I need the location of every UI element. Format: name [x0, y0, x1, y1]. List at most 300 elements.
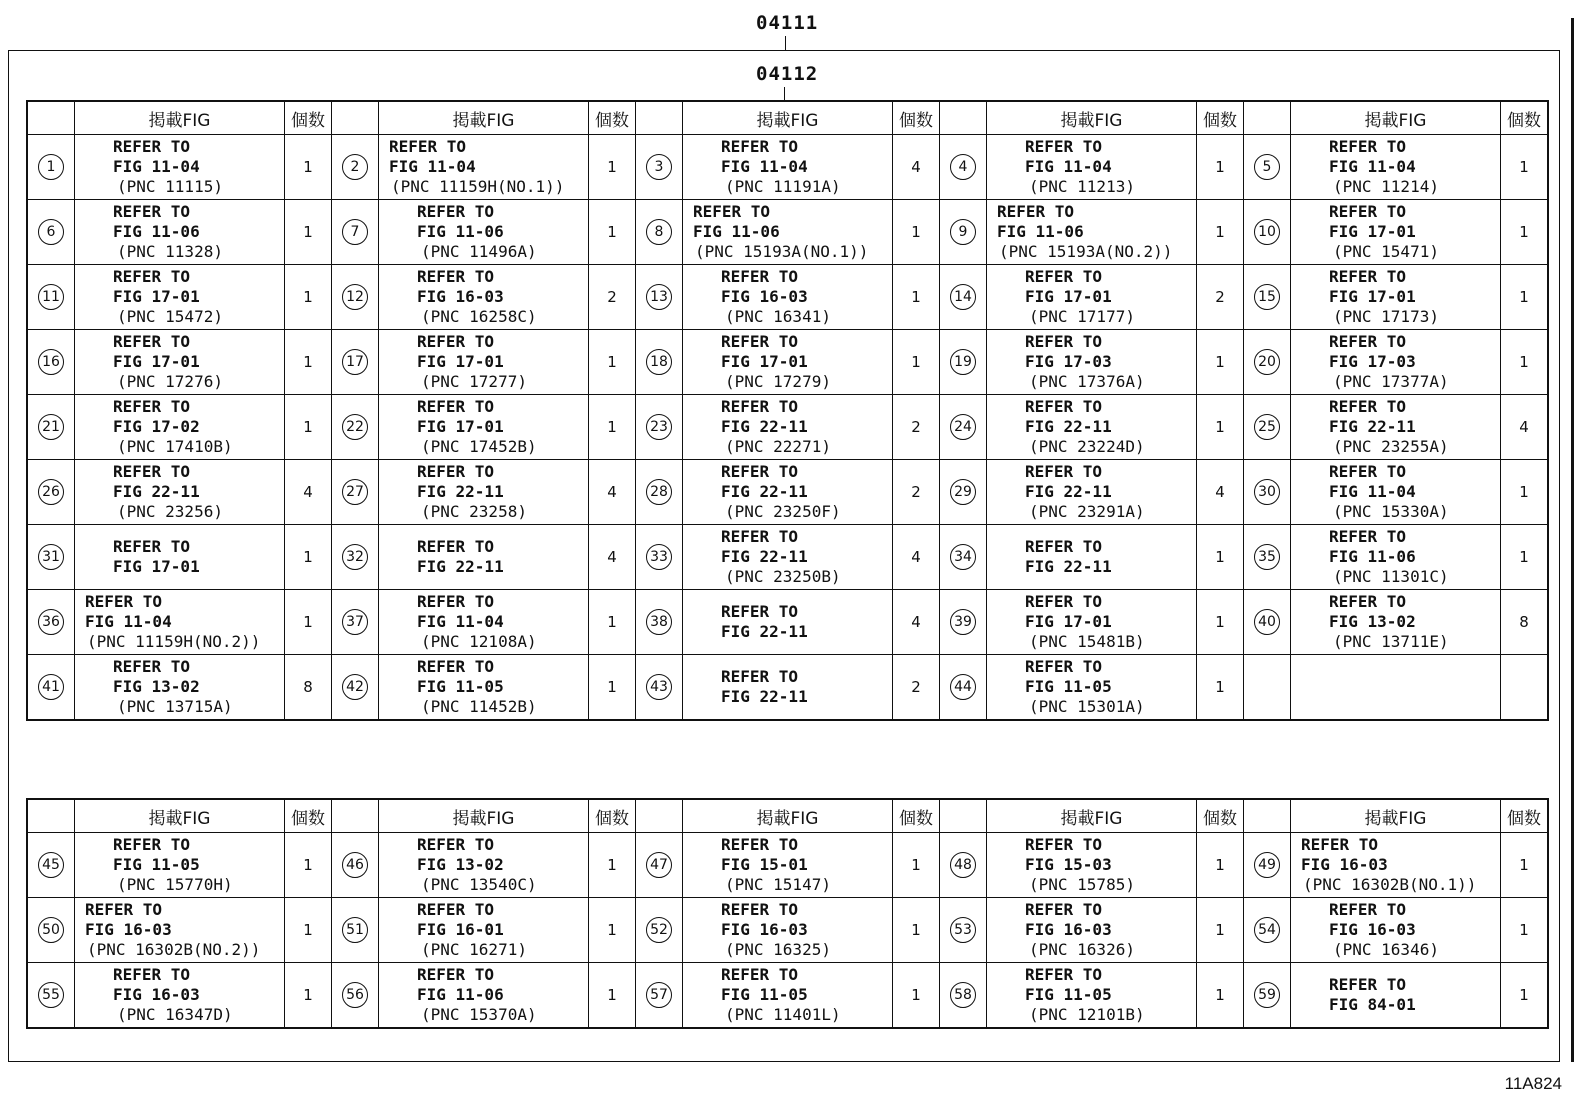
item-number-cell	[332, 655, 379, 721]
refer-to-text: REFER TO	[113, 537, 191, 556]
part-number-code: (PNC 15370A)	[421, 1005, 537, 1024]
quantity-cell: 1	[589, 833, 636, 898]
refer-to-text: REFER TO	[417, 900, 495, 919]
figure-reference-cell	[683, 833, 893, 898]
figure-reference-cell	[683, 265, 893, 330]
outer-assembly-code: 04111	[756, 12, 819, 34]
item-number-cell	[636, 330, 683, 395]
header-figure: 掲載FIG	[987, 799, 1197, 833]
quantity-cell: 1	[589, 898, 636, 963]
quantity-cell: 1	[893, 963, 940, 1029]
header-blank	[1244, 799, 1291, 833]
item-number-cell	[332, 590, 379, 655]
reference-table-top	[26, 100, 1549, 721]
item-number-badge: 31	[38, 544, 64, 570]
item-number-badge: 33	[646, 544, 672, 570]
refer-to-text: REFER TO	[417, 835, 495, 854]
figure-reference	[1291, 592, 1500, 652]
quantity-cell: 1	[1197, 330, 1244, 395]
refer-to-text: REFER TO	[1025, 965, 1103, 984]
refer-to-text: REFER TO	[417, 267, 495, 286]
quantity-cell: 1	[1197, 135, 1244, 200]
refer-to-text: REFER TO	[721, 332, 799, 351]
item-number-cell	[940, 460, 987, 525]
item-number-cell	[332, 395, 379, 460]
figure-reference	[987, 267, 1196, 327]
figure-reference-cell	[75, 898, 285, 963]
item-number-cell	[27, 655, 75, 721]
table-row	[27, 833, 1548, 898]
figure-reference	[987, 592, 1196, 652]
quantity-cell: 1	[285, 898, 332, 963]
item-number-badge: 37	[342, 609, 368, 635]
quantity-cell: 1	[1501, 460, 1549, 525]
item-number-badge: 51	[342, 917, 368, 943]
table-row	[27, 200, 1548, 265]
part-number-code: (PNC 15301A)	[1029, 697, 1145, 716]
refer-to-text: REFER TO	[417, 202, 495, 221]
refer-to-text: REFER TO	[1329, 462, 1407, 481]
quantity-cell: 1	[1501, 135, 1549, 200]
part-number-code: (PNC 23224D)	[1029, 437, 1145, 456]
item-number-cell	[332, 833, 379, 898]
table-row	[27, 590, 1548, 655]
refer-to-text: REFER TO	[721, 900, 799, 919]
figure-reference-cell	[1291, 898, 1501, 963]
part-number-code: (PNC 16302B(NO.1))	[1303, 875, 1477, 894]
part-number-code: (PNC 15471)	[1333, 242, 1439, 261]
item-number-badge: 2	[342, 154, 368, 180]
figure-reference	[683, 137, 892, 197]
figure-reference-cell	[379, 590, 589, 655]
figure-number: FIG 11-06	[113, 222, 200, 241]
figure-reference	[1291, 462, 1500, 522]
header-row	[27, 799, 1548, 833]
quantity-cell: 1	[1197, 898, 1244, 963]
figure-number: FIG 17-01	[1329, 287, 1416, 306]
item-number-badge: 18	[646, 349, 672, 375]
figure-reference	[987, 835, 1196, 895]
figure-reference-cell	[683, 135, 893, 200]
figure-number: FIG 11-06	[1329, 547, 1416, 566]
figure-reference-cell	[379, 265, 589, 330]
item-number-cell	[636, 395, 683, 460]
header-blank	[332, 799, 379, 833]
figure-reference	[379, 965, 588, 1025]
part-number-code: (PNC 11159H(NO.1))	[391, 177, 565, 196]
figure-reference	[75, 332, 284, 392]
part-number-code: (PNC 15147)	[725, 875, 831, 894]
quantity-cell: 1	[589, 135, 636, 200]
item-number-cell	[940, 525, 987, 590]
refer-to-text: REFER TO	[1329, 592, 1407, 611]
quantity-cell: 2	[589, 265, 636, 330]
figure-reference-cell	[75, 590, 285, 655]
item-number-cell	[27, 963, 75, 1029]
table-row	[27, 525, 1548, 590]
quantity-cell: 1	[893, 265, 940, 330]
figure-reference	[379, 202, 588, 262]
quantity-cell: 1	[1501, 265, 1549, 330]
figure-number: FIG 17-01	[721, 352, 808, 371]
item-number-cell	[1244, 525, 1291, 590]
figure-reference-cell	[75, 655, 285, 721]
item-number-cell	[1244, 655, 1291, 721]
item-number-badge: 45	[38, 852, 64, 878]
item-number-cell	[1244, 200, 1291, 265]
figure-number: FIG 17-02	[113, 417, 200, 436]
part-number-code: (PNC 16271)	[421, 940, 527, 959]
quantity-cell: 1	[1197, 200, 1244, 265]
item-number-cell	[636, 898, 683, 963]
quantity-cell: 2	[893, 395, 940, 460]
header-blank	[636, 799, 683, 833]
refer-to-text: REFER TO	[1025, 900, 1103, 919]
outer-leader-line	[785, 36, 786, 50]
figure-reference-cell	[683, 655, 893, 721]
figure-reference	[683, 527, 892, 587]
figure-reference-cell	[1291, 135, 1501, 200]
item-number-cell	[940, 395, 987, 460]
figure-reference-cell	[987, 265, 1197, 330]
item-number-cell	[940, 898, 987, 963]
item-number-cell	[636, 833, 683, 898]
figure-reference	[75, 900, 284, 960]
item-number-badge: 50	[38, 917, 64, 943]
header-blank	[27, 101, 75, 135]
item-number-cell	[27, 590, 75, 655]
refer-to-text: REFER TO	[1329, 900, 1407, 919]
part-number-code: (PNC 23250B)	[725, 567, 841, 586]
item-number-cell	[940, 200, 987, 265]
refer-to-text: REFER TO	[85, 592, 163, 611]
figure-number: FIG 22-11	[721, 417, 808, 436]
item-number-badge: 15	[1254, 284, 1280, 310]
refer-to-text: REFER TO	[1025, 592, 1103, 611]
item-number-badge: 35	[1254, 544, 1280, 570]
header-quantity: 個数	[1197, 799, 1244, 833]
part-number-code: (PNC 16347D)	[117, 1005, 233, 1024]
item-number-badge: 28	[646, 479, 672, 505]
refer-to-text: REFER TO	[113, 332, 191, 351]
refer-to-text: REFER TO	[417, 462, 495, 481]
figure-number: FIG 16-03	[1329, 920, 1416, 939]
item-number-cell	[1244, 330, 1291, 395]
figure-number: FIG 11-06	[417, 222, 504, 241]
figure-reference	[1291, 137, 1500, 197]
header-figure: 掲載FIG	[75, 101, 285, 135]
item-number-cell	[940, 265, 987, 330]
figure-reference-cell	[75, 265, 285, 330]
figure-reference-cell	[75, 330, 285, 395]
item-number-badge: 46	[342, 852, 368, 878]
item-number-badge: 59	[1254, 982, 1280, 1008]
part-number-code: (PNC 17276)	[117, 372, 223, 391]
item-number-badge: 21	[38, 414, 64, 440]
part-number-code: (PNC 15193A(NO.1))	[695, 242, 869, 261]
quantity-cell: 1	[285, 200, 332, 265]
part-number-code: (PNC 15193A(NO.2))	[999, 242, 1173, 261]
item-number-cell	[27, 460, 75, 525]
figure-reference-cell	[379, 200, 589, 265]
item-number-badge: 13	[646, 284, 672, 310]
figure-reference-cell	[987, 655, 1197, 721]
figure-number: FIG 11-04	[85, 612, 172, 631]
figure-reference	[379, 137, 588, 197]
figure-number: FIG 16-03	[721, 287, 808, 306]
figure-number: FIG 15-01	[721, 855, 808, 874]
refer-to-text: REFER TO	[1329, 267, 1407, 286]
quantity-cell: 4	[893, 135, 940, 200]
item-number-badge: 41	[38, 674, 64, 700]
figure-reference	[1291, 527, 1500, 587]
table-row	[27, 265, 1548, 330]
quantity-cell: 1	[285, 525, 332, 590]
item-number-cell	[27, 200, 75, 265]
item-number-badge: 52	[646, 917, 672, 943]
quantity-cell: 4	[1197, 460, 1244, 525]
figure-number: FIG 84-01	[1329, 995, 1416, 1014]
figure-reference-cell	[379, 395, 589, 460]
figure-reference-cell	[1291, 330, 1501, 395]
figure-reference-cell	[987, 898, 1197, 963]
header-blank	[940, 799, 987, 833]
quantity-cell: 8	[285, 655, 332, 721]
item-number-cell	[332, 135, 379, 200]
item-number-cell	[27, 833, 75, 898]
refer-to-text: REFER TO	[85, 900, 163, 919]
figure-reference	[987, 202, 1196, 262]
table-row	[27, 963, 1548, 1029]
item-number-cell	[27, 265, 75, 330]
figure-reference	[75, 965, 284, 1025]
item-number-cell	[940, 135, 987, 200]
refer-to-text: REFER TO	[721, 267, 799, 286]
part-number-code: (PNC 17410B)	[117, 437, 233, 456]
item-number-badge: 6	[38, 219, 64, 245]
figure-reference	[379, 537, 588, 577]
part-number-code: (PNC 11301C)	[1333, 567, 1449, 586]
item-number-badge: 17	[342, 349, 368, 375]
figure-reference	[75, 537, 284, 577]
table-row	[27, 655, 1548, 721]
figure-reference-cell	[379, 963, 589, 1029]
item-number-cell	[332, 963, 379, 1029]
quantity-cell: 1	[589, 655, 636, 721]
quantity-cell: 1	[1197, 590, 1244, 655]
figure-reference	[987, 537, 1196, 577]
header-quantity: 個数	[285, 101, 332, 135]
figure-reference	[683, 835, 892, 895]
figure-number: FIG 22-11	[721, 482, 808, 501]
part-number-code: (PNC 11328)	[117, 242, 223, 261]
refer-to-text: REFER TO	[389, 137, 467, 156]
part-number-code: (PNC 17279)	[725, 372, 831, 391]
figure-number: FIG 16-03	[85, 920, 172, 939]
figure-number: FIG 17-01	[417, 352, 504, 371]
quantity-cell: 1	[285, 265, 332, 330]
item-number-badge: 42	[342, 674, 368, 700]
part-number-code: (PNC 23291A)	[1029, 502, 1145, 521]
header-blank	[940, 101, 987, 135]
refer-to-text: REFER TO	[1329, 527, 1407, 546]
item-number-badge: 12	[342, 284, 368, 310]
item-number-badge: 57	[646, 982, 672, 1008]
quantity-cell: 1	[285, 963, 332, 1029]
figure-number: FIG 17-03	[1025, 352, 1112, 371]
part-number-code: (PNC 15472)	[117, 307, 223, 326]
header-quantity: 個数	[589, 101, 636, 135]
reference-table-bottom	[26, 798, 1549, 1029]
item-number-cell	[27, 395, 75, 460]
quantity-cell: 1	[1501, 898, 1549, 963]
header-quantity: 個数	[1501, 101, 1549, 135]
refer-to-text: REFER TO	[113, 462, 191, 481]
refer-to-text: REFER TO	[1329, 137, 1407, 156]
item-number-cell	[940, 963, 987, 1029]
figure-reference	[987, 137, 1196, 197]
figure-reference	[379, 267, 588, 327]
quantity-cell: 1	[1197, 525, 1244, 590]
quantity-cell: 1	[1197, 963, 1244, 1029]
item-number-cell	[636, 460, 683, 525]
part-number-code: (PNC 12101B)	[1029, 1005, 1145, 1024]
item-number-badge: 39	[950, 609, 976, 635]
figure-reference-cell	[379, 833, 589, 898]
quantity-cell: 1	[1501, 200, 1549, 265]
figure-number: FIG 11-05	[113, 855, 200, 874]
figure-reference-cell	[683, 460, 893, 525]
figure-reference-cell	[379, 135, 589, 200]
part-number-code: (PNC 17177)	[1029, 307, 1135, 326]
item-number-badge: 23	[646, 414, 672, 440]
refer-to-text: REFER TO	[721, 835, 799, 854]
figure-reference-cell	[379, 655, 589, 721]
header-blank	[27, 799, 75, 833]
quantity-cell: 1	[893, 898, 940, 963]
figure-number: FIG 11-06	[417, 985, 504, 1004]
item-number-cell	[1244, 898, 1291, 963]
figure-number: FIG 17-03	[1329, 352, 1416, 371]
figure-reference	[75, 137, 284, 197]
part-number-code: (PNC 11214)	[1333, 177, 1439, 196]
header-blank	[332, 101, 379, 135]
figure-reference-cell	[987, 200, 1197, 265]
figure-reference-cell	[1291, 460, 1501, 525]
refer-to-text: REFER TO	[1025, 835, 1103, 854]
item-number-cell	[940, 590, 987, 655]
item-number-badge: 29	[950, 479, 976, 505]
figure-reference	[1291, 332, 1500, 392]
figure-reference	[987, 965, 1196, 1025]
figure-reference-cell	[75, 833, 285, 898]
item-number-cell	[1244, 395, 1291, 460]
figure-reference	[75, 267, 284, 327]
header-figure: 掲載FIG	[987, 101, 1197, 135]
figure-reference-cell	[1291, 963, 1501, 1029]
figure-number: FIG 13-02	[417, 855, 504, 874]
item-number-badge: 24	[950, 414, 976, 440]
table-row	[27, 460, 1548, 525]
figure-reference	[683, 900, 892, 960]
item-number-cell	[636, 265, 683, 330]
item-number-badge: 34	[950, 544, 976, 570]
refer-to-text: REFER TO	[1025, 462, 1103, 481]
item-number-badge: 10	[1254, 219, 1280, 245]
figure-number: FIG 22-11	[721, 547, 808, 566]
part-number-code: (PNC 16326)	[1029, 940, 1135, 959]
part-number-code: (PNC 22271)	[725, 437, 831, 456]
item-number-cell	[636, 525, 683, 590]
item-number-badge: 20	[1254, 349, 1280, 375]
refer-to-text: REFER TO	[113, 202, 191, 221]
figure-number: FIG 11-06	[997, 222, 1084, 241]
refer-to-text: REFER TO	[997, 202, 1075, 221]
quantity-cell: 1	[1501, 963, 1549, 1029]
figure-number: FIG 11-04	[1329, 157, 1416, 176]
figure-reference	[683, 462, 892, 522]
figure-number: FIG 16-03	[1025, 920, 1112, 939]
figure-reference	[379, 657, 588, 717]
item-number-badge: 49	[1254, 852, 1280, 878]
figure-reference	[987, 657, 1196, 717]
figure-reference-cell	[75, 135, 285, 200]
part-number-code: (PNC 11159H(NO.2))	[87, 632, 261, 651]
figure-reference-cell	[1291, 833, 1501, 898]
refer-to-text: REFER TO	[417, 965, 495, 984]
figure-number: FIG 11-05	[1025, 677, 1112, 696]
item-number-badge: 14	[950, 284, 976, 310]
figure-number: FIG 17-01	[1025, 612, 1112, 631]
refer-to-text: REFER TO	[113, 137, 191, 156]
table-row	[27, 395, 1548, 460]
quantity-cell: 1	[589, 330, 636, 395]
figure-number: FIG 22-11	[1329, 417, 1416, 436]
refer-to-text: REFER TO	[1329, 332, 1407, 351]
part-number-code: (PNC 17277)	[421, 372, 527, 391]
item-number-badge: 55	[38, 982, 64, 1008]
figure-reference	[379, 835, 588, 895]
item-number-badge: 47	[646, 852, 672, 878]
figure-reference	[987, 462, 1196, 522]
refer-to-text: REFER TO	[113, 965, 191, 984]
item-number-badge: 4	[950, 154, 976, 180]
figure-number: FIG 11-05	[417, 677, 504, 696]
item-number-badge: 25	[1254, 414, 1280, 440]
quantity-cell: 1	[285, 135, 332, 200]
figure-reference-cell	[987, 963, 1197, 1029]
figure-number: FIG 11-05	[1025, 985, 1112, 1004]
figure-reference-cell	[75, 200, 285, 265]
quantity-cell: 4	[893, 525, 940, 590]
item-number-badge: 58	[950, 982, 976, 1008]
item-number-badge: 1	[38, 154, 64, 180]
refer-to-text: REFER TO	[721, 602, 799, 621]
figure-reference-cell	[75, 395, 285, 460]
item-number-badge: 22	[342, 414, 368, 440]
item-number-badge: 3	[646, 154, 672, 180]
item-number-cell	[27, 525, 75, 590]
refer-to-text: REFER TO	[417, 592, 495, 611]
figure-reference-cell	[683, 898, 893, 963]
figure-reference	[75, 462, 284, 522]
drawing-code: 11A824	[1504, 1074, 1562, 1093]
item-number-cell	[332, 200, 379, 265]
part-number-code: (PNC 11401L)	[725, 1005, 841, 1024]
refer-to-text: REFER TO	[113, 657, 191, 676]
part-number-code: (PNC 15785)	[1029, 875, 1135, 894]
figure-number: FIG 11-04	[417, 612, 504, 631]
